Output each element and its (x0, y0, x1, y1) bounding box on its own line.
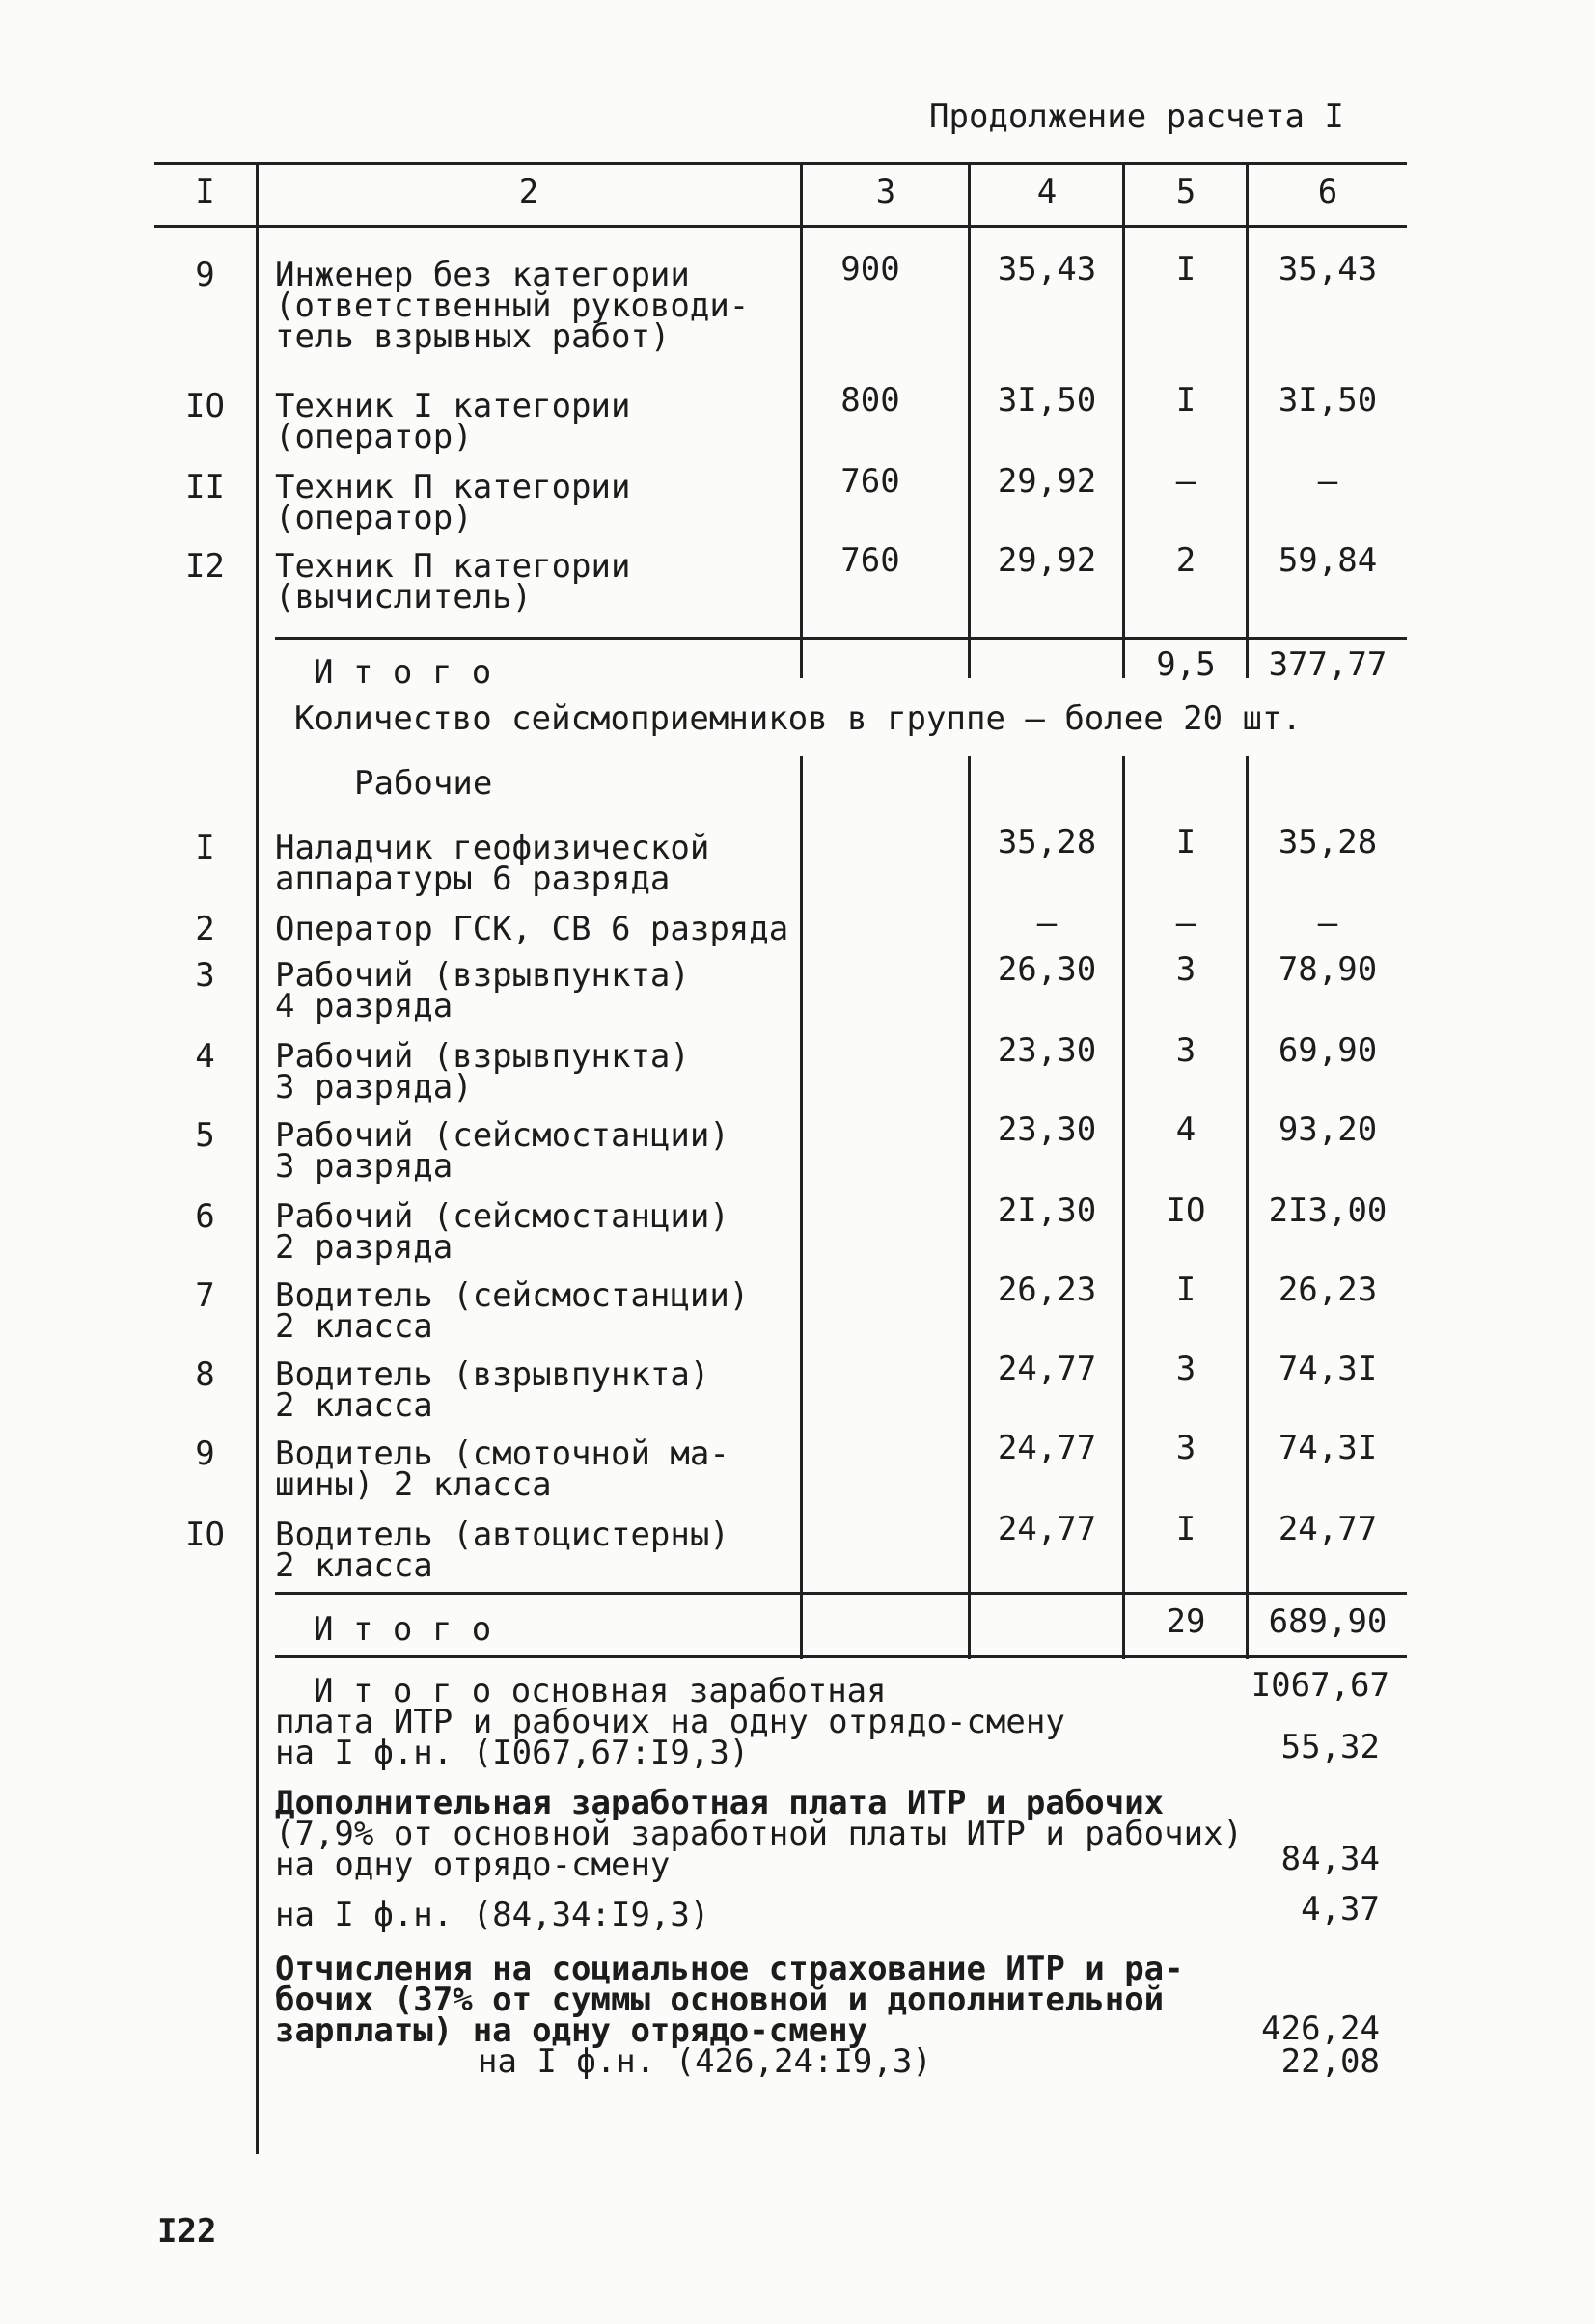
table-row-rate: 29,92 (997, 462, 1097, 501)
table-row-name: Водитель (автоцистерны) (275, 1516, 729, 1554)
workers-total-label: И т о г о (314, 1610, 492, 1649)
table-row-num: II (185, 468, 225, 506)
page-number: I22 (157, 2212, 217, 2251)
table-row-num: I2 (185, 547, 225, 586)
table-row-name: 4 разряда (275, 987, 454, 1025)
table-row-num: IO (185, 387, 225, 425)
table-row-name: Оператор ГСК, СВ 6 разряда (275, 910, 789, 948)
itr-total-count: 9,5 (1156, 645, 1216, 684)
table-row-salary: 760 (840, 541, 900, 580)
table-row-rate: 24,77 (997, 1510, 1097, 1548)
table-row-count: I (1175, 381, 1196, 420)
table-row-name: Водитель (смоточной ма- (275, 1435, 729, 1473)
table-row-rate: 26,30 (997, 950, 1097, 989)
table-header-bottom-rule (154, 225, 1407, 228)
table-row-salary: 800 (840, 381, 900, 420)
summary-base-per-unit: 55,32 (1280, 1728, 1380, 1766)
col-header-6: 6 (1317, 173, 1338, 211)
table-row-count: 3 (1175, 950, 1196, 989)
table-row-name: 2 класса (275, 1546, 433, 1585)
table-row-rate: 26,23 (997, 1271, 1097, 1309)
table-row-name: Наладчик геофизической (275, 829, 710, 867)
itr-total-label: И т о г о (314, 653, 492, 692)
workers-total-bottom-rule (275, 1655, 1407, 1658)
summary-social-total: 426,24 (1261, 2010, 1380, 2048)
table-row-name: Техник I категории (275, 387, 631, 425)
table-row-sum: 35,43 (1278, 250, 1378, 288)
col-header-5: 5 (1175, 173, 1196, 211)
col-header-3: 3 (875, 173, 896, 211)
table-row-num: 2 (195, 910, 215, 948)
summary-social-per-unit: 22,08 (1280, 2042, 1380, 2081)
table-row-sum: 35,28 (1278, 823, 1378, 861)
table-row-rate: – (1036, 904, 1058, 943)
workers-heading: Рабочие (354, 764, 493, 803)
table-row-count: – (1175, 462, 1196, 501)
table-row-sum: 69,90 (1278, 1031, 1378, 1070)
table-row-count: IO (1166, 1191, 1206, 1230)
table-row-num: 9 (195, 256, 215, 294)
table-row-sum: – (1317, 462, 1338, 501)
itr-total-sum: 377,77 (1268, 645, 1388, 684)
table-row-salary: 900 (840, 250, 900, 288)
table-top-rule (154, 162, 1407, 165)
table-row-name: Инженер без категории (275, 256, 690, 294)
summary-social-line: бочих (37% от суммы основной и дополнительной (275, 1981, 1165, 2019)
table-row-name: Водитель (сейсмостанции) (275, 1276, 750, 1315)
col-rule-2-lower (800, 756, 803, 1659)
summary-base-line: на I ф.н. (I067,67:I9,3) (275, 1734, 750, 1772)
table-row-name: 3 разряда) (275, 1068, 473, 1107)
table-row-count: I (1175, 250, 1196, 288)
summary-extra-per-unit: 4,37 (1301, 1890, 1380, 1928)
table-row-count: – (1175, 904, 1196, 943)
col-rule-2-upper (800, 162, 803, 678)
table-row-num: 8 (195, 1355, 215, 1394)
summary-extra-line: на I ф.н. (84,34:I9,3) (275, 1896, 710, 1934)
table-row-count: I (1175, 1271, 1196, 1309)
table-row-num: 6 (195, 1197, 215, 1236)
table-row-count: 4 (1175, 1110, 1196, 1149)
table-row-num: I (195, 829, 215, 867)
table-row-salary: 760 (840, 462, 900, 501)
table-row-name: Техник П категории (275, 547, 631, 586)
table-row-sum: 59,84 (1278, 541, 1378, 580)
table-row-num: 4 (195, 1037, 215, 1076)
table-row-num: 7 (195, 1276, 215, 1315)
table-row-name: 2 класса (275, 1307, 433, 1346)
table-row-name: шины) 2 класса (275, 1465, 552, 1504)
table-row-name: 2 класса (275, 1386, 433, 1425)
table-row-name: аппаратуры 6 разряда (275, 860, 671, 898)
summary-social-line: зарплаты) на одну отрядо-смену (275, 2011, 868, 2050)
summary-extra-total: 84,34 (1280, 1840, 1380, 1878)
col-rule-1 (256, 162, 259, 2154)
group-note: Количество сейсмоприемников в группе – более 20 шт. (294, 699, 1302, 738)
table-row-num: 3 (195, 956, 215, 995)
continuation-heading: Продолжение расчета I (929, 97, 1344, 136)
col-rule-5-upper (1246, 162, 1249, 678)
table-row-name: (оператор) (275, 499, 473, 537)
table-row-sum: 78,90 (1278, 950, 1378, 989)
table-row-sum: 93,20 (1278, 1110, 1378, 1149)
table-row-name: Рабочий (взрывпункта) (275, 956, 690, 995)
summary-social-line: Отчисления на социальное страхование ИТР и ра- (275, 1950, 1184, 1988)
table-row-count: I (1175, 1510, 1196, 1548)
table-row-rate: 24,77 (997, 1429, 1097, 1467)
table-row-sum: 26,23 (1278, 1271, 1378, 1309)
table-row-name: Рабочий (сейсмостанции) (275, 1197, 729, 1236)
itr-total-rule (275, 637, 1407, 640)
col-header-4: 4 (1036, 173, 1058, 211)
workers-total-sum: 689,90 (1268, 1602, 1388, 1641)
table-row-name: (оператор) (275, 418, 473, 456)
table-row-count: I (1175, 823, 1196, 861)
table-row-num: 9 (195, 1435, 215, 1473)
summary-social-line: на I ф.н. (426,24:I9,3) (478, 2042, 932, 2081)
table-row-sum: 74,3I (1278, 1350, 1378, 1388)
workers-total-count: 29 (1166, 1602, 1206, 1641)
table-row-rate: 29,92 (997, 541, 1097, 580)
table-row-name: 3 разряда (275, 1147, 454, 1186)
table-row-count: 2 (1175, 541, 1196, 580)
table-row-name: Техник П категории (275, 468, 631, 506)
col-rule-4-upper (1122, 162, 1125, 678)
table-row-rate: 23,30 (997, 1110, 1097, 1149)
summary-extra-line: (7,9% от основной заработной платы ИТР и рабочих) (275, 1815, 1244, 1853)
summary-base-line: плата ИТР и рабочих на одну отрядо-смену (275, 1703, 1065, 1741)
summary-base-line: И т о г о основная заработная (314, 1672, 887, 1710)
table-row-count: 3 (1175, 1429, 1196, 1467)
table-row-count: 3 (1175, 1350, 1196, 1388)
table-row-name: (ответственный руководи- (275, 287, 750, 325)
table-row-sum: – (1317, 904, 1338, 943)
summary-base-total: I067,67 (1251, 1666, 1389, 1705)
table-row-name: Рабочий (взрывпункта) (275, 1037, 690, 1076)
table-row-rate: 3I,50 (997, 381, 1097, 420)
col-rule-3-upper (968, 162, 971, 678)
table-row-rate: 2I,30 (997, 1191, 1097, 1230)
table-row-num: 5 (195, 1116, 215, 1155)
table-row-name: (вычислитель) (275, 578, 533, 616)
table-row-rate: 23,30 (997, 1031, 1097, 1070)
table-row-rate: 35,43 (997, 250, 1097, 288)
table-row-name: Рабочий (сейсмостанции) (275, 1116, 729, 1155)
workers-total-top-rule (275, 1592, 1407, 1595)
table-row-sum: 24,77 (1278, 1510, 1378, 1548)
table-row-sum: 2I3,00 (1268, 1191, 1388, 1230)
table-row-name: Водитель (взрывпункта) (275, 1355, 710, 1394)
summary-extra-line: Дополнительная заработная плата ИТР и рабочих (275, 1784, 1165, 1822)
summary-extra-line: на одну отрядо-смену (275, 1846, 671, 1884)
table-row-name: тель взрывных работ) (275, 317, 671, 356)
table-row-rate: 35,28 (997, 823, 1097, 861)
col-header-1: I (195, 173, 215, 211)
table-row-sum: 74,3I (1278, 1429, 1378, 1467)
col-header-2: 2 (518, 173, 539, 211)
table-row-sum: 3I,50 (1278, 381, 1378, 420)
table-row-num: IO (185, 1516, 225, 1554)
table-row-name: 2 разряда (275, 1228, 454, 1267)
table-row-rate: 24,77 (997, 1350, 1097, 1388)
table-row-count: 3 (1175, 1031, 1196, 1070)
